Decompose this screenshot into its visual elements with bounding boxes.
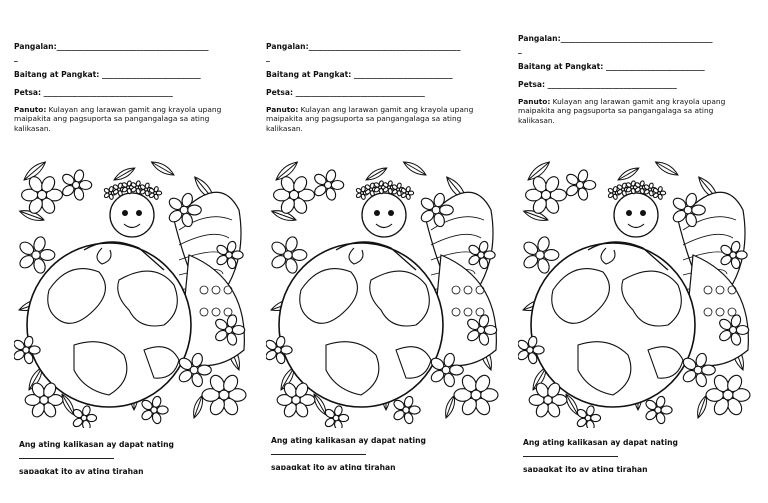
grade-section-field: Baitang at Pangkat: __________________________ — [266, 70, 453, 79]
sentence-line-1: Ang ating kalikasan ay dapat nating — [19, 440, 174, 449]
name-field: Pangalan:________________________________________ — [518, 34, 713, 43]
face-shape — [614, 193, 658, 237]
face-shape — [362, 193, 406, 237]
sentence-line-2: sapagkat ito ay ating tirahan — [19, 467, 144, 474]
face-shape — [110, 193, 154, 237]
instructions — [14, 105, 234, 133]
coloring-illustration — [14, 160, 254, 428]
sentence-line-1: Ang ating kalikasan ay dapat nating — [523, 438, 678, 447]
instructions-text: Kulayan ang larawan gamit ang krayola upang maipakita ang pagsuporta sa pangangalaga sa ating kalikasan. — [266, 105, 474, 133]
eye-shape — [626, 210, 632, 216]
coloring-illustration — [266, 160, 506, 428]
blank-line — [271, 454, 366, 455]
name-field-tail: _ — [518, 45, 522, 54]
coloring-illustration — [518, 160, 758, 428]
eye-shape — [388, 210, 394, 216]
name-field-tail: _ — [266, 53, 270, 62]
eye-shape — [122, 210, 128, 216]
instructions — [518, 97, 738, 125]
date-field: Petsa: __________________________________ — [266, 88, 425, 97]
instructions-label: Panuto: — [266, 105, 299, 114]
sentence-line-2: sapagkat ito ay ating tirahan — [271, 463, 396, 470]
date-field: Petsa: __________________________________ — [14, 88, 173, 97]
blank-line — [523, 456, 618, 457]
name-field-tail: _ — [14, 53, 18, 62]
sentence-line-1: Ang ating kalikasan ay dapat nating — [271, 436, 426, 445]
sentence-line-2: sapagkat ito ay ating tirahan — [523, 465, 648, 472]
eye-shape — [136, 210, 142, 216]
grade-section-field: Baitang at Pangkat: __________________________ — [518, 62, 705, 71]
date-field: Petsa: __________________________________ — [518, 80, 677, 89]
name-field: Pangalan:________________________________________ — [14, 42, 209, 51]
eye-shape — [374, 210, 380, 216]
eye-shape — [640, 210, 646, 216]
instructions-text: Kulayan ang larawan gamit ang krayola upang maipakita ang pagsuporta sa pangangalaga sa ating kalikasan. — [518, 97, 726, 125]
blank-line — [19, 458, 114, 459]
instructions-label: Panuto: — [518, 97, 551, 106]
instructions-label: Panuto: — [14, 105, 47, 114]
grade-section-field: Baitang at Pangkat: __________________________ — [14, 70, 201, 79]
name-field: Pangalan:________________________________________ — [266, 42, 461, 51]
instructions — [266, 105, 486, 133]
instructions-text: Kulayan ang larawan gamit ang krayola upang maipakita ang pagsuporta sa pangangalaga sa ating kalikasan. — [14, 105, 222, 133]
